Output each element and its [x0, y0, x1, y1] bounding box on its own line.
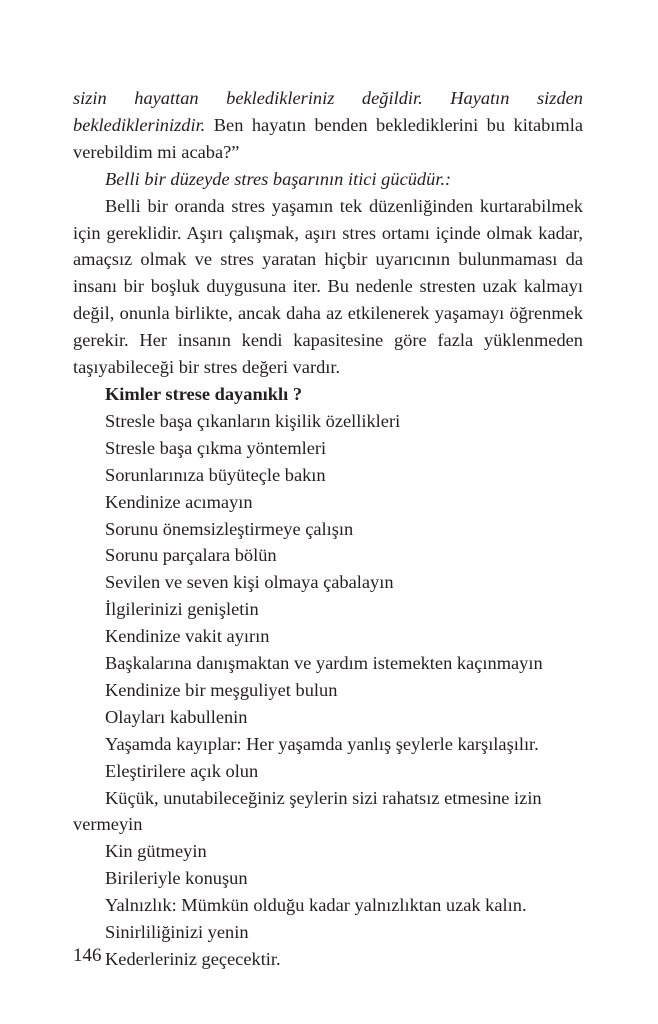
list-item: Sinirliliğinizi yenin [105, 922, 249, 943]
list-item: Kendinize vakit ayırın [105, 626, 270, 647]
body-paragraph: Belli bir oranda stres yaşamın tek düzenliğinden kurtarabilmek için gereklidir. Aşırı çalışmak, aşırı stres ortamı içinde olmak kadar, amaçsız olmak ve stres yaratan hiçbir uyarıcının bulunmaması da insanı bir boşluk duygusuna iter. Bu nedenle stresten uzak kalmayı değil, onunla birlikte, ancak daha az etkilenerek yaşamayı öğrenmek gerekir. Her insanın kendi kapasitesine göre fazla yüklenmeden taşıyabileceği bir stres değeri vardır. [73, 195, 583, 378]
page-body [73, 85, 583, 973]
list-item: Yalnızlık: Mümkün olduğu kadar yalnızlıktan uzak kalın. [105, 895, 527, 916]
list-item: Stresle başa çıkanların kişilik özellikleri [105, 410, 401, 431]
list-item: Birileriyle konuşun [105, 868, 248, 889]
subheading-italic: Belli bir düzeyde stres başarının itici gücüdür.: [105, 168, 452, 189]
list-item: Kin gütmeyin [105, 841, 207, 862]
list-item: Kendinize acımayın [105, 491, 253, 512]
page-number: 146 [73, 945, 102, 966]
list-item: Sorunu parçalara bölün [105, 545, 277, 566]
list-item: Olayları kabullenin [105, 706, 248, 727]
list-item: Stresle başa çıkma yöntemleri [105, 437, 327, 458]
list-item: Küçük, unutabileceğiniz şeylerin sizi rahatsız etmesine izin vermeyin [73, 787, 542, 835]
quote-continuation: Ben hayatın benden beklediklerini bu kitabımla verebildim mi acaba?” [73, 114, 583, 162]
section-title: Kimler strese dayanıklı ? [105, 383, 303, 404]
list-item: Kederleriniz geçecektir. [105, 949, 281, 969]
tips-list [73, 408, 583, 973]
list-item: Sorunu önemsizleştirmeye çalışın [105, 518, 354, 539]
list-item: Eleştirilere açık olun [105, 760, 259, 781]
italic-quote: sizin hayattan bekledikleriniz değildir. Hayatın sizden beklediklerinizdir. [73, 88, 583, 135]
list-item: Başkalarına danışmaktan ve yardım istemekten kaçınmayın [105, 653, 543, 674]
list-item: Sorunlarınıza büyüteçle bakın [105, 464, 326, 485]
list-item: Yaşamda kayıplar: Her yaşamda yanlış şeylerle karşılaşılır. [105, 733, 539, 754]
opening-paragraph [73, 85, 583, 166]
list-item: Sevilen ve seven kişi olmaya çabalayın [105, 572, 394, 593]
list-item: Kendinize bir meşguliyet bulun [105, 679, 338, 700]
list-item: İlgilerinizi genişletin [105, 599, 259, 620]
